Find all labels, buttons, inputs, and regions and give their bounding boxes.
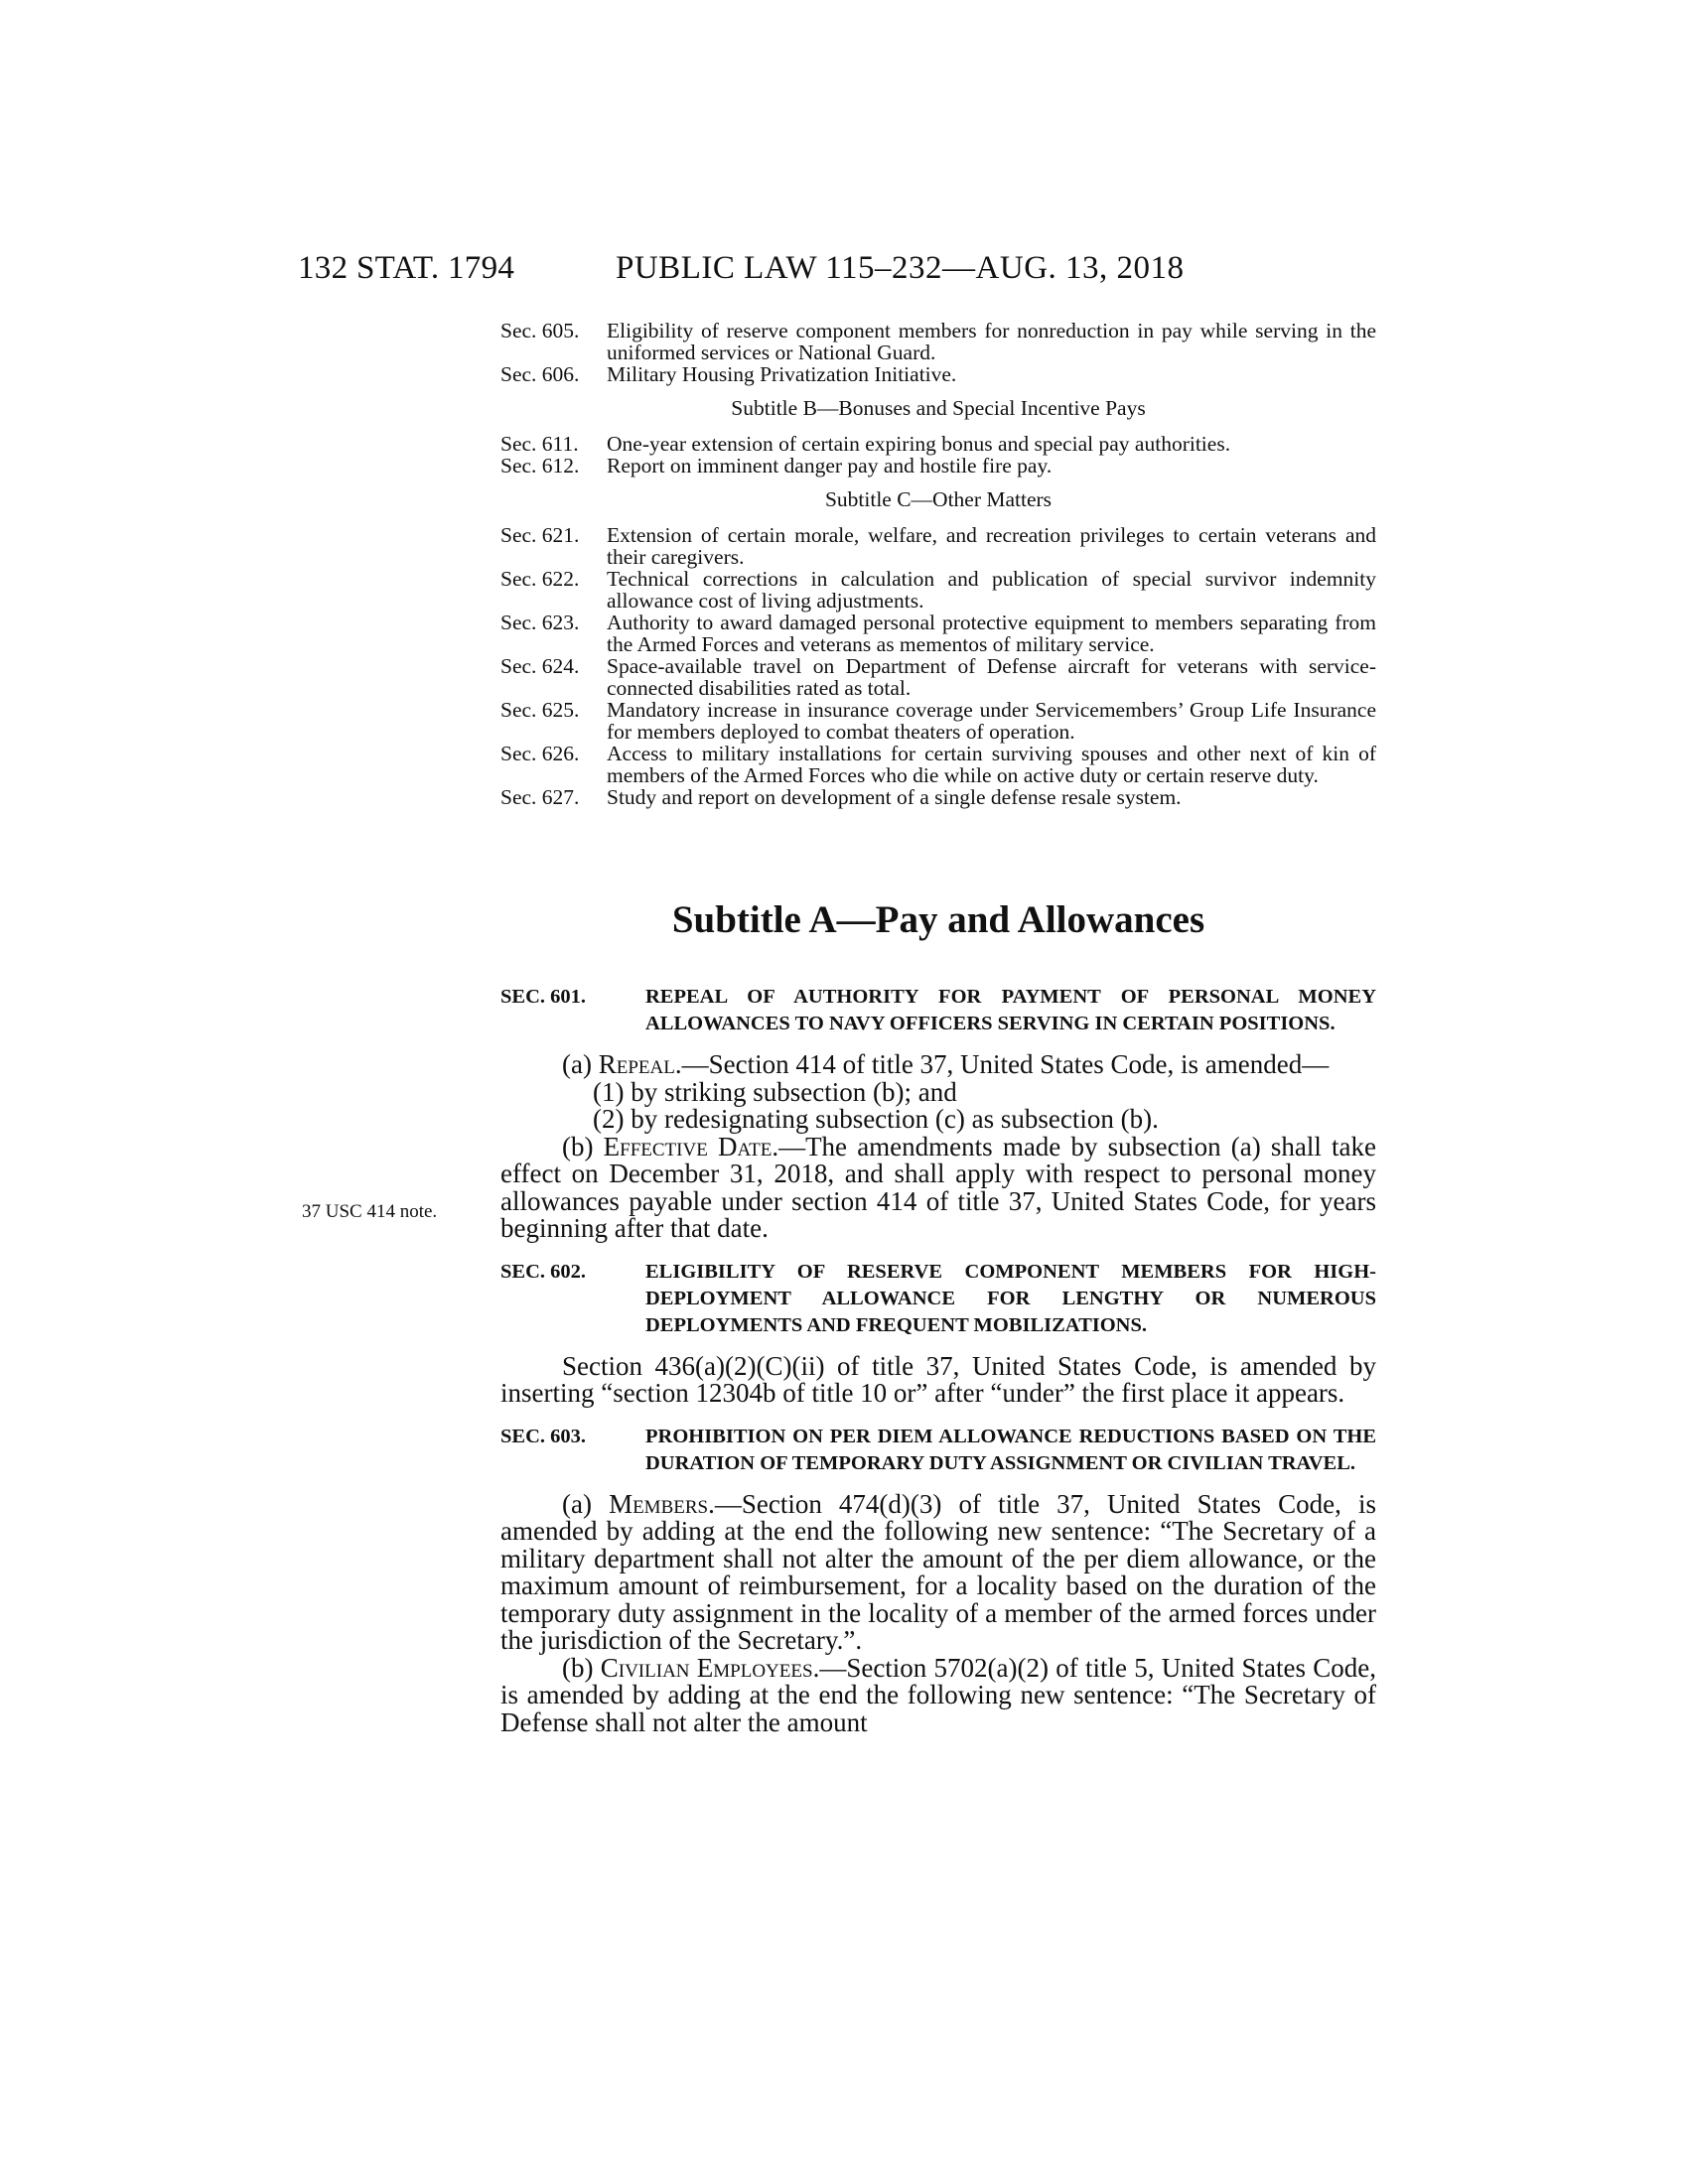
main-text [500,896,1376,1736]
toc-entry [500,655,1376,699]
toc-entry [500,433,1376,455]
paragraph-heading: Repeal [598,1049,675,1079]
running-header-title: PUBLIC LAW 115–232—AUG. 13, 2018 [616,250,1185,286]
toc-section-number: Sec. 605. [500,319,580,342]
toc-entry [500,699,1376,743]
toc-section-number: Sec. 625. [500,698,580,722]
toc-entry [500,524,1376,568]
toc-entry [500,612,1376,655]
toc-section-number: Sec. 612. [500,454,580,478]
toc-section-title: One-year extension of certain expiring bonus and special pay authorities. [607,432,1231,456]
section-heading [500,1424,1376,1477]
paragraph-text: .—The amendments made by subsection (a) shall take effect on December 31, 2018, and shall apply with respect to personal money allowances payable under section 414 of title 37, United States Code, for years beginning after that date. [500,1131,1377,1243]
paragraph-label: (b) [562,1131,604,1161]
section-title: REPEAL OF AUTHORITY FOR PAYMENT OF PERSONAL MONEY ALLOWANCES TO NAVY OFFICERS SERVING IN CERTAIN POSITIONS. [645,986,1376,1034]
toc-section-number: Sec. 627. [500,785,580,809]
paragraph-label: (a) [562,1049,599,1079]
toc-section-title: Space-available travel on Department of Defense aircraft for veterans with service-connected disabilities rated as total. [607,654,1376,700]
paragraph: Section 436(a)(2)(C)(ii) of title 37, United States Code, is amended by inserting “section 12304b of title 10 or” after “under” the first place it appears. [500,1350,1376,1408]
toc-section-number: Sec. 606. [500,362,580,386]
section-heading [500,1259,1376,1339]
section-title: ELIGIBILITY OF RESERVE COMPONENT MEMBERS FOR HIGH-DEPLOYMENT ALLOWANCE FOR LENGTHY OR NUMEROUS DEPLOYMENTS AND FREQUENT MOBILIZATIONS. [645,1260,1376,1336]
toc-entry [500,568,1376,612]
section-number: SEC. 603. [500,1425,587,1447]
subtitle-heading: Subtitle A—Pay and Allowances [671,898,1205,941]
paragraph-label: (b) [562,1652,601,1683]
table-of-contents [500,320,1376,808]
toc-section-title: Military Housing Privatization Initiative. [607,362,957,386]
toc-section-number: Sec. 621. [500,523,580,547]
toc-section-number: Sec. 624. [500,654,580,678]
toc-section-number: Sec. 623. [500,611,580,634]
toc-entry [500,743,1376,786]
paragraph [500,1488,1376,1655]
paragraph [500,1652,1377,1737]
toc-entry [500,363,1376,385]
toc-entry [500,455,1376,477]
toc-section-title: Report on imminent danger pay and hostile fire pay. [607,454,1053,478]
paragraph [500,1131,1377,1243]
list-item: (2) by redesignating subsection (c) as subsection (b). [593,1104,1159,1134]
paragraph [500,1051,1376,1079]
toc-section-title: Extension of certain morale, welfare, and recreation privileges to certain veterans and their caregivers. [607,523,1376,569]
toc-subtitle: Subtitle B—Bonuses and Special Incentive Pays [731,396,1146,420]
toc-section-title: Study and report on development of a single defense resale system. [607,785,1182,809]
toc-section-number: Sec. 626. [500,742,580,765]
toc-subtitle: Subtitle C—Other Matters [824,487,1053,511]
toc-section-title: Technical corrections in calculation and publication of special survivor indemnity allowance cost of living adjustments. [607,567,1376,613]
section-title: PROHIBITION ON PER DIEM ALLOWANCE REDUCTIONS BASED ON THE DURATION OF TEMPORARY DUTY ASSIGNMENT OR CIVILIAN TRAVEL. [645,1425,1376,1474]
toc-section-title: Mandatory increase in insurance coverage under Servicemembers’ Group Life Insurance for members deployed to combat theaters of operation. [607,698,1376,744]
paragraph-heading: Civilian Employees [600,1652,813,1683]
paragraph-label: (a) [562,1488,610,1519]
section-number: SEC. 602. [500,1260,587,1283]
section-heading [500,984,1376,1037]
paragraph-text: .—Section 5702(a)(2) of title 5, United States Code, is amended by adding at the end the following new sentence: “The Secretary of Defense shall not alter the amount [500,1652,1377,1737]
list-item: (1) by striking subsection (b); and [593,1076,957,1107]
stat-page-number: 132 STAT. 1794 [298,250,515,286]
paragraph-text: .—Section 414 of title 37, United States Code, is amended— [674,1049,1330,1079]
paragraph-text: .—Section 474(d)(3) of title 37, United States Code, is amended by adding at the end the following new sentence: “The Secretary of a military department shall not alter the amount of the per diem allowance, or the maximum amount of reimbursement, for a locality based on the duration of the temporary duty assignment in the locality of a member of the armed forces under the jurisdiction of the Secretary.”. [500,1488,1376,1655]
section-number: SEC. 601. [500,986,587,1008]
toc-section-title: Eligibility of reserve component members for nonreduction in pay while serving in the uniformed services or National Guard. [607,319,1376,364]
toc-section-number: Sec. 611. [500,432,579,456]
paragraph-heading: Effective Date [603,1131,773,1161]
paragraph-heading: Members [609,1488,709,1519]
margin-note: 37 USC 414 note. [302,1201,438,1222]
toc-section-number: Sec. 622. [500,567,580,591]
toc-section-title: Authority to award damaged personal protective equipment to members separating from the Armed Forces and veterans as mementos of military service. [607,611,1376,656]
toc-section-title: Access to military installations for certain surviving spouses and other next of kin of members of the Armed Forces who die while on active duty or certain reserve duty. [607,742,1376,787]
toc-entry [500,320,1376,363]
toc-entry [500,786,1376,808]
